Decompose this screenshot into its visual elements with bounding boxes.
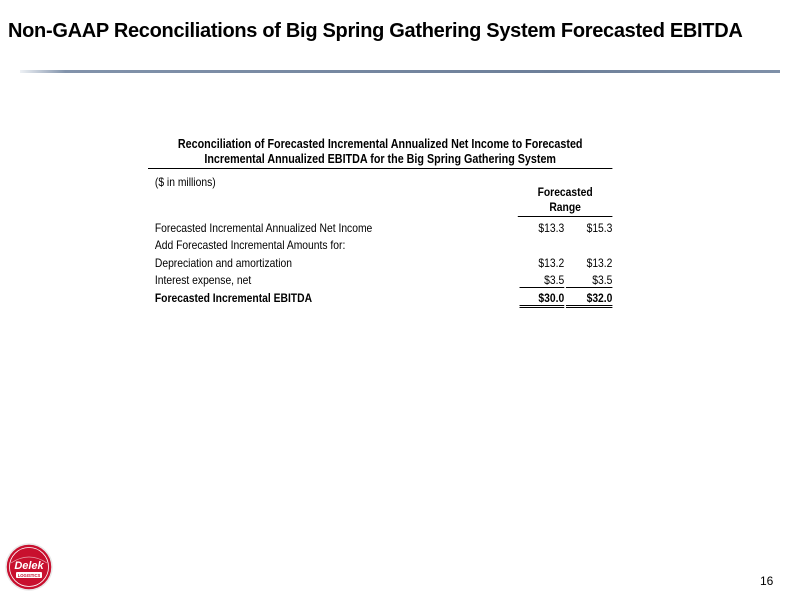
table-row-ebitda-total bbox=[155, 291, 613, 307]
column-header-forecasted-range bbox=[518, 185, 613, 217]
units-label: ($ in millions) bbox=[154, 175, 216, 189]
logo-sub-text: LOGISTICS bbox=[17, 572, 41, 578]
slide-title: Non-GAAP Reconciliations of Big Spring Gathering System Forecasted EBITDA bbox=[8, 20, 743, 42]
delek-logistics-logo bbox=[4, 542, 54, 592]
title-divider bbox=[20, 70, 780, 73]
row-value-low: $3.5 bbox=[520, 273, 565, 288]
table-row-depreciation bbox=[155, 256, 613, 272]
page-number: 16 bbox=[760, 574, 774, 588]
row-label: Depreciation and amortization bbox=[154, 256, 292, 270]
row-value-high: $3.5 bbox=[566, 273, 612, 288]
row-value-high: $32.0 bbox=[566, 291, 612, 308]
table-row-add-heading bbox=[155, 238, 613, 254]
column-header-line-2: Range bbox=[549, 200, 581, 214]
column-header-line-1: Forecasted bbox=[537, 185, 593, 199]
logo-main-text: Delek bbox=[14, 560, 44, 572]
table-title-line-2: Incremental Annualized EBITDA for the Big Spring Gathering System bbox=[204, 152, 557, 166]
row-label: Add Forecasted Incremental Amounts for: bbox=[154, 238, 346, 252]
table-title bbox=[148, 137, 612, 169]
table-row-interest bbox=[155, 273, 613, 289]
row-label: Forecasted Incremental Annualized Net Income bbox=[154, 221, 373, 235]
row-value-low: $13.3 bbox=[538, 221, 565, 235]
reconciliation-table bbox=[148, 137, 613, 305]
row-value-high: $15.3 bbox=[586, 221, 613, 235]
row-label: Forecasted Incremental EBITDA bbox=[154, 291, 313, 305]
row-label: Interest expense, net bbox=[154, 273, 252, 287]
row-value-high: $13.2 bbox=[586, 256, 613, 270]
table-row-net-income bbox=[155, 221, 613, 237]
table-title-line-1: Reconciliation of Forecasted Incremental Annualized Net Income to Forecasted bbox=[177, 137, 583, 151]
row-value-low: $13.2 bbox=[538, 256, 565, 270]
row-value-low: $30.0 bbox=[520, 291, 565, 308]
